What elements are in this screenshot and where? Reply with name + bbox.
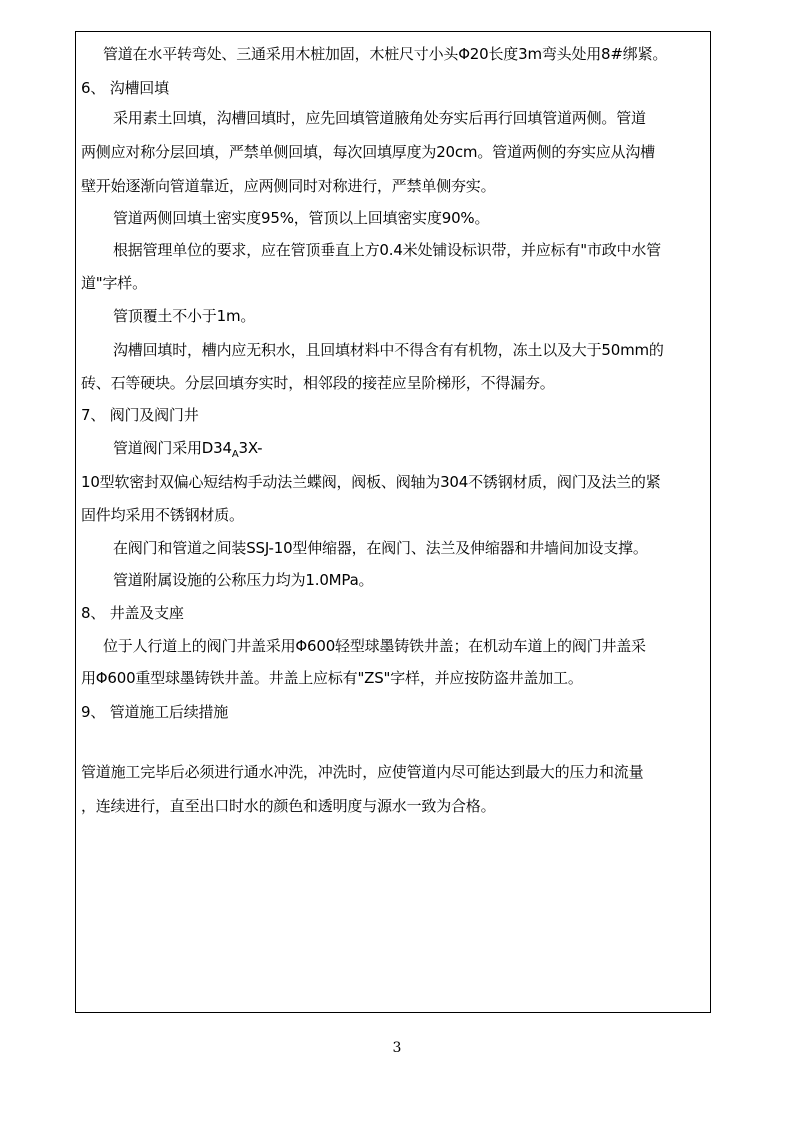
valve-model-subscript: A xyxy=(231,449,239,460)
heading-follow-up: 9、 管道施工后续措施 xyxy=(81,703,229,721)
paragraph-cover-depth: 管顶覆土不小于1m。 xyxy=(113,307,256,325)
paragraph-backfill-line3: 壁开始逐渐向管道靠近，应两侧同时对称进行，严禁单侧夯实。 xyxy=(81,177,496,195)
paragraph-valve-type-line2: 10型软密封双偏心短结构手动法兰蝶阀，阀板、阀轴为304不锈钢材质，阀门及法兰的紧 xyxy=(81,473,661,491)
paragraph-compaction: 管道两侧回填土密实度95%，管顶以上回填密实度90%。 xyxy=(113,209,490,227)
paragraph-backfill-material-line1: 沟槽回填时，槽内应无积水，且回填材料中不得含有有机物，冻土以及大于50mm的 xyxy=(113,341,664,359)
paragraph-flushing-line2: ，连续进行，直至出口时水的颜色和透明度与源水一致为合格。 xyxy=(81,797,496,815)
paragraph-well-covers-line2: 用Φ600重型球墨铸铁井盖。井盖上应标有"ZS"字样，并应按防盗井盖加工。 xyxy=(81,669,583,687)
paragraph-flushing-line1: 管道施工完毕后必须进行通水冲洗，冲洗时，应使管道内尽可能达到最大的压力和流量 xyxy=(81,763,644,781)
paragraph-backfill-line1: 采用素土回填，沟槽回填时，应先回填管道腋角处夯实后再行回填管道两侧。管道 xyxy=(113,109,646,127)
paragraph-pipe-turn: 管道在水平转弯处、三通采用木桩加固，木桩尺寸小头Φ20长度3m弯头处用8#绑紧。 xyxy=(103,45,668,63)
heading-trench-backfill: 6、 沟槽回填 xyxy=(81,79,169,97)
paragraph-valve-type-line1 xyxy=(113,438,262,465)
heading-valves: 7、 阀门及阀门井 xyxy=(81,406,199,424)
paragraph-well-covers-line1: 位于人行道上的阀门井盖采用Φ600轻型球墨铸铁井盖；在机动车道上的阀门井盖采 xyxy=(103,637,646,655)
paragraph-backfill-line2: 两侧应对称分层回填，严禁单侧回填，每次回填厚度为20cm。管道两侧的夯实应从沟槽 xyxy=(81,143,655,161)
valve-model-prefix: 管道阀门采用D34 xyxy=(113,439,232,457)
paragraph-nominal-pressure: 管道附属设施的公称压力均为1.0MPa。 xyxy=(113,571,374,589)
paragraph-backfill-material-line2: 砖、石等硬块。分层回填夯实时，相邻段的接茬应呈阶梯形，不得漏夯。 xyxy=(81,374,555,392)
paragraph-marker-tape-line2: 道"字样。 xyxy=(81,274,147,292)
valve-model-suffix: 3X- xyxy=(238,439,263,457)
heading-well-covers: 8、 井盖及支座 xyxy=(81,604,184,622)
paragraph-expansion-joint: 在阀门和管道之间装SSJ-10型伸缩器，在阀门、法兰及伸缩器和井墙间加设支撑。 xyxy=(113,539,648,557)
page-number: 3 xyxy=(392,1040,402,1056)
paragraph-marker-tape-line1: 根据管理单位的要求，应在管顶垂直上方0.4米处铺设标识带，并应标有"市政中水管 xyxy=(113,241,661,259)
paragraph-valve-type-line3: 固件均采用不锈钢材质。 xyxy=(81,506,244,524)
